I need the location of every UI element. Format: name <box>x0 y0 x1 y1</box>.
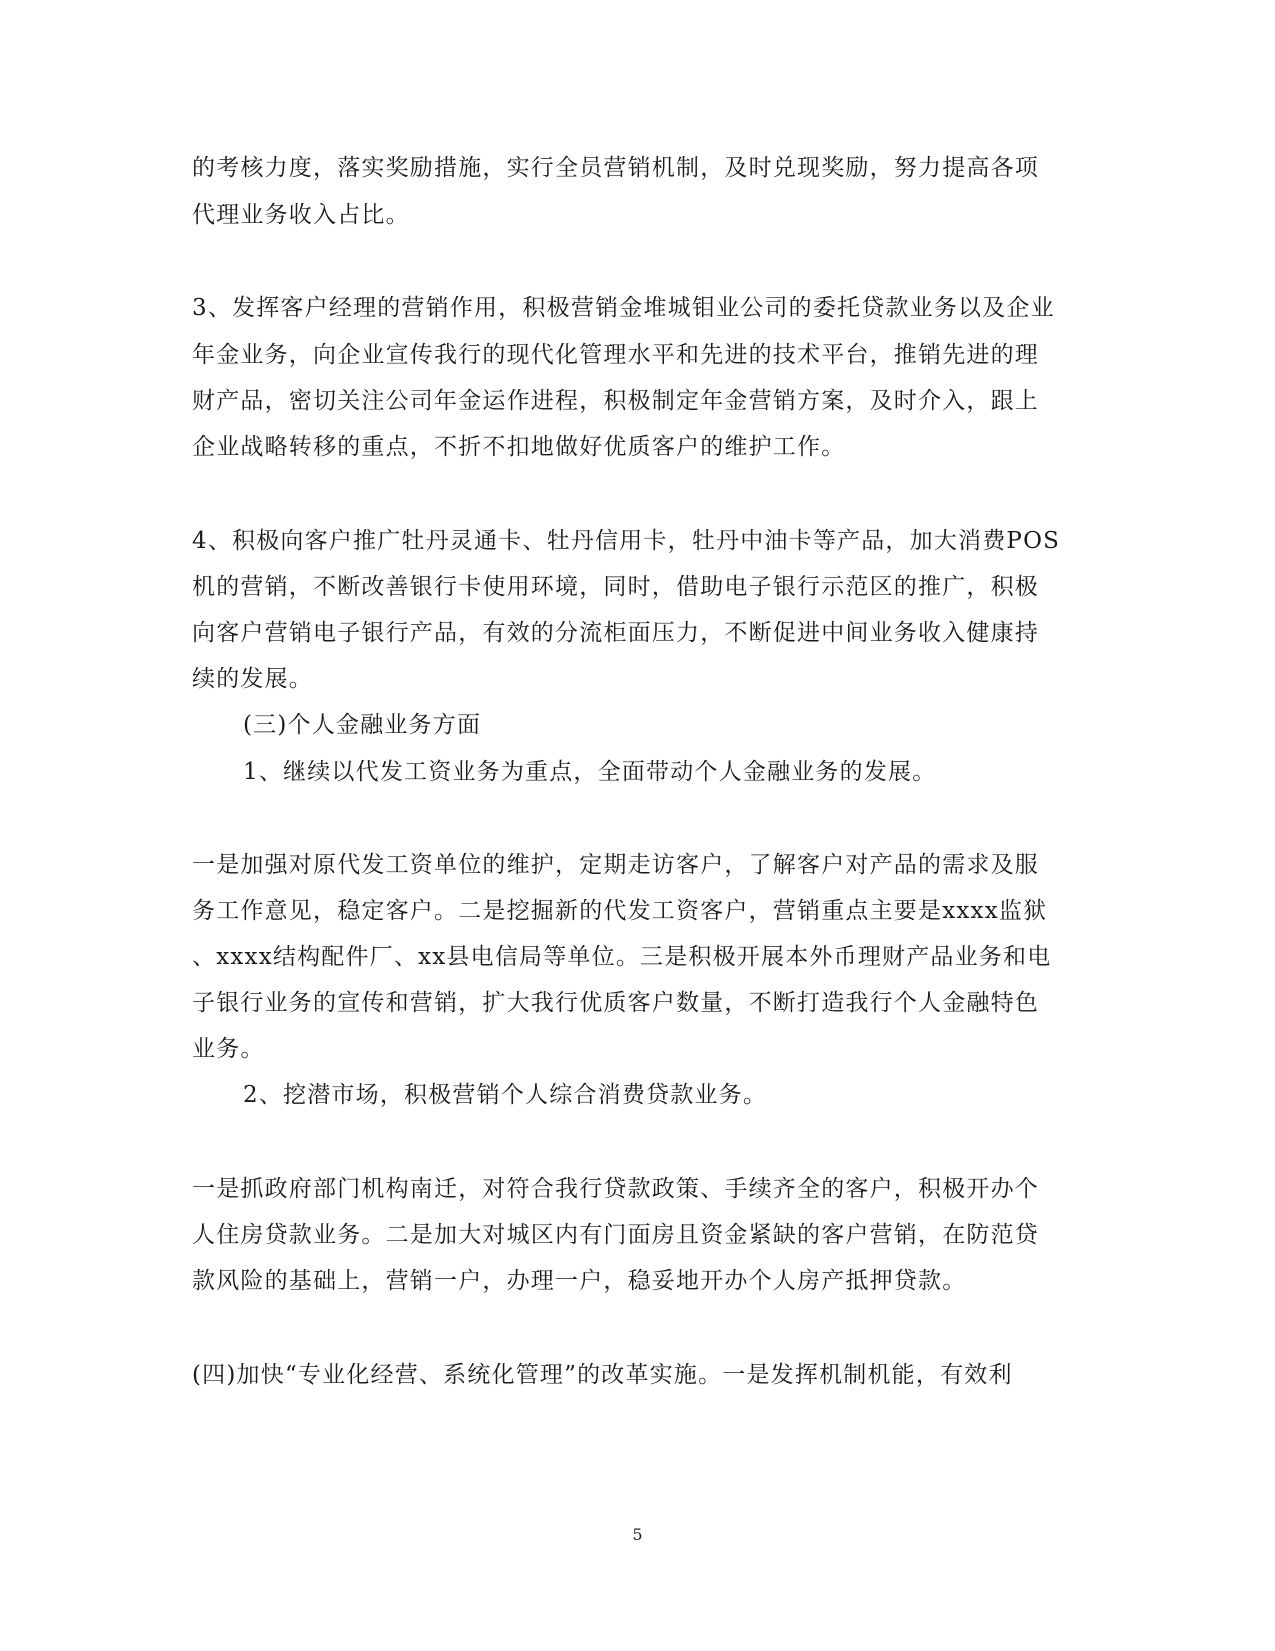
text-line: 代理业务收入占比。 <box>192 202 410 228</box>
text-line: 务工作意见，稳定客户。二是挖掘新的代发工资客户，营销重点主要是xxxx监狱 <box>192 898 1048 924</box>
text-line: 、xxxx结构配件厂、xx县电信局等单位。三是积极开展本外币理财产品业务和电 <box>192 944 1052 970</box>
text-line: 4、积极向客户推广牡丹灵通卡、牡丹信用卡，牡丹中油卡等产品，加大消费POS <box>192 528 1061 554</box>
text-line: 子银行业务的宣传和营销，扩大我行优质客户数量，不断打造我行个人金融特色 <box>192 990 1039 1016</box>
text-line: 的考核力度，落实奖励措施，实行全员营销机制，及时兑现奖励，努力提高各项 <box>192 155 1039 181</box>
subsection-heading: 2、挖潜市场，积极营销个人综合消费贷款业务。 <box>243 1082 768 1108</box>
text-line: 一是加强对原代发工资单位的维护，定期走访客户，了解客户对产品的需求及服 <box>192 852 1039 878</box>
text-line: 财产品，密切关注公司年金运作进程，积极制定年金营销方案，及时介入，跟上 <box>192 388 1039 414</box>
text-line: 年金业务，向企业宣传我行的现代化管理水平和先进的技术平台，推销先进的理 <box>192 342 1039 368</box>
subsection-heading: 1、继续以代发工资业务为重点，全面带动个人金融业务的发展。 <box>243 759 937 785</box>
text-line: 人住房贷款业务。二是加大对城区内有门面房且资金紧缺的客户营销，在防范贷 <box>192 1222 1039 1248</box>
text-line: (四)加快“专业化经营、系统化管理”的改革实施。一是发挥机制机能，有效利 <box>192 1362 1013 1388</box>
text-line: 续的发展。 <box>192 666 313 692</box>
text-line: 业务。 <box>192 1036 265 1062</box>
text-line: 机的营销，不断改善银行卡使用环境，同时，借助电子银行示范区的推广，积极 <box>192 574 1039 600</box>
page-number: 5 <box>632 1525 643 1544</box>
text-line: 一是抓政府部门机构南迁，对符合我行贷款政策、手续齐全的客户，积极开办个 <box>192 1176 1039 1202</box>
section-heading: (三)个人金融业务方面 <box>243 712 482 738</box>
text-line: 3、发挥客户经理的营销作用，积极营销金堆城钼业公司的委托贷款业务以及企业 <box>192 295 1055 321</box>
text-line: 款风险的基础上，营销一户，办理一户，稳妥地开办个人房产抵押贷款。 <box>192 1268 967 1294</box>
text-line: 向客户营销电子银行产品，有效的分流柜面压力，不断促进中间业务收入健康持 <box>192 620 1039 646</box>
text-line: 企业战略转移的重点，不折不扣地做好优质客户的维护工作。 <box>192 434 846 460</box>
